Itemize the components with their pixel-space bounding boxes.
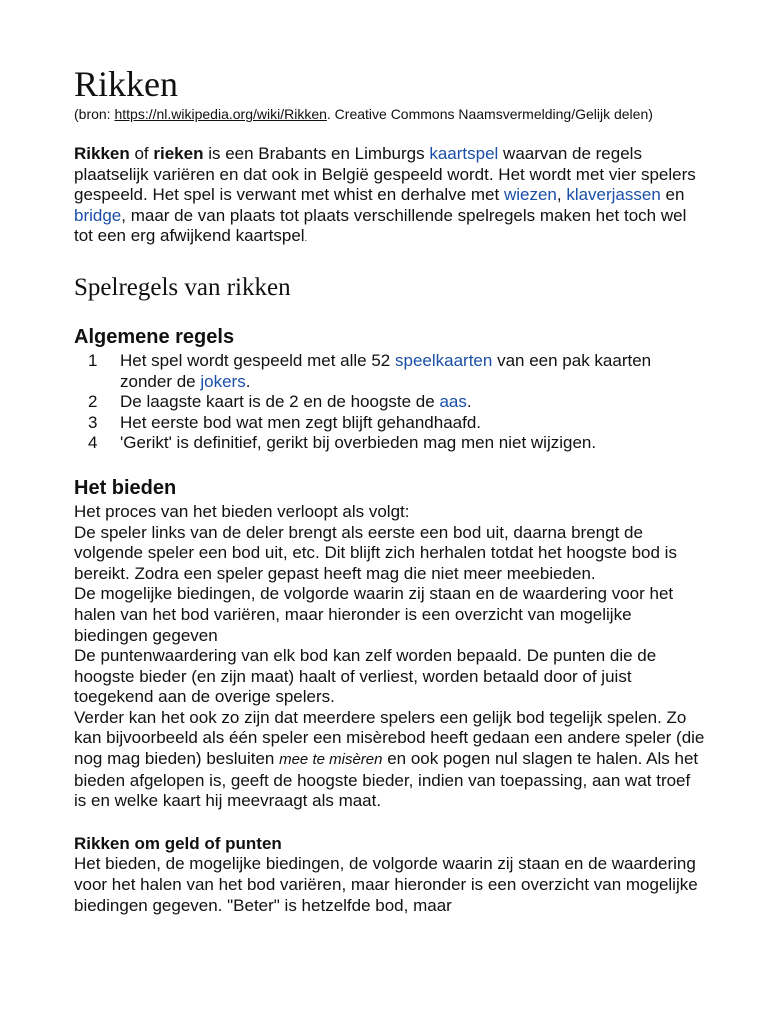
link-kaartspel[interactable]: kaartspel <box>429 144 499 163</box>
bidding-text: en ook pogen nul slagen te halen. Als het bieden afgelopen is, geeft de hoogste bieder, indien van toepassing, aan wat troef is en welke kaart hij meevraagt als maat. <box>74 749 699 811</box>
intro-text: , <box>556 185 567 205</box>
subsection-heading-money: Rikken om geld of punten <box>74 833 282 853</box>
bidding-last-paragraph <box>74 708 706 812</box>
bidding-line: De speler links van de deler brengt als eerste een bod uit, daarna brengt de volgende speler een bod uit, etc. Dit blijft zich herhalen totdat het hoogste bod is bereikt. Zodra een speler gepast heeft mag die niet meer meebieden. <box>74 522 677 583</box>
list-text: Het eerste bod wat men zegt blijft gehandhaafd. <box>120 412 482 432</box>
list-number: 2 <box>88 392 98 412</box>
list-item <box>74 392 706 413</box>
money-paragraph: Het bieden, de mogelijke biedingen, de volgorde waarin zij staan en de waardering voor het halen van het bod variëren, maar hieronder is een overzicht van mogelijke biedingen gegeven. "Beter" is hetzelfde bod, maar <box>74 854 698 915</box>
intro-text: , maar de van plaats tot plaats verschillende spelregels maken het toch wel tot een erg afwijkend kaartspel <box>74 205 687 246</box>
intro-paragraph <box>74 144 706 249</box>
intro-text: waarvan de regels plaatselijk variëren en dat ook in België gespeeld wordt. Het wordt met vier spelers gespeeld. Het spel is verwant met whist en derhalve met <box>74 144 696 205</box>
list-number: 3 <box>88 412 98 432</box>
intro-bold-rieken: rieken <box>153 144 204 163</box>
bidding-text: Verder kan het ook zo zijn dat meerdere spelers een gelijk bod tegelijk spelen. Zo kan bijvoorbeeld als één speler een misèrebod heeft gedaan een andere speler (die nog mag bieden) besluiten <box>74 707 705 769</box>
source-prefix: (bron: <box>74 106 115 122</box>
bidding-line: Het proces van het bieden verloopt als volgt: <box>74 501 410 521</box>
source-line <box>74 106 706 122</box>
list-text: van een pak kaarten zonder de <box>120 350 652 391</box>
section-heading: Spelregels van rikken <box>74 273 291 301</box>
list-number: 1 <box>88 350 98 370</box>
list-text: . <box>245 371 251 391</box>
link-aas[interactable]: aas <box>439 392 467 412</box>
bidding-italic: mee te misèren <box>279 751 383 769</box>
subsection-heading-general: Algemene regels <box>74 325 235 348</box>
page-title: Rikken <box>74 64 178 104</box>
intro-text: en <box>660 185 685 205</box>
list-text: De laagste kaart is de 2 en de hoogste de <box>120 392 440 412</box>
rules-list <box>74 351 706 454</box>
subsection-heading-bidding: Het bieden <box>74 476 177 499</box>
source-link[interactable]: https://nl.wikipedia.org/wiki/Rikken <box>114 106 327 122</box>
list-text: Het spel wordt gespeeld met alle 52 <box>120 350 395 370</box>
intro-footnote-dot: . <box>304 233 308 244</box>
intro-text: is een Brabants en Limburgs <box>203 144 430 163</box>
bidding-line: De mogelijke biedingen, de volgorde waarin zij staan en de waardering voor het halen van het bod variëren, maar hieronder is een overzicht van mogelijke biedingen gegeven <box>74 584 674 645</box>
link-wiezen[interactable]: wiezen <box>503 185 557 205</box>
link-bridge[interactable]: bridge <box>74 205 122 225</box>
bidding-line: De puntenwaardering van elk bod kan zelf worden bepaald. De punten die de hoogste bieder (en zijn maat) haalt of verliest, worden betaald door of juist toegekend aan de overige spelers. <box>74 646 657 707</box>
intro-bold-rikken: Rikken <box>74 144 130 163</box>
list-item <box>74 433 706 454</box>
list-number: 4 <box>88 433 98 453</box>
source-suffix: . Creative Commons Naamsvermelding/Gelijk delen) <box>326 106 653 122</box>
list-text: . <box>466 392 472 412</box>
link-klaverjassen[interactable]: klaverjassen <box>566 185 661 205</box>
list-item <box>74 413 706 434</box>
intro-text: of <box>129 144 154 163</box>
link-jokers[interactable]: jokers <box>200 371 246 391</box>
link-speelkaarten[interactable]: speelkaarten <box>395 350 493 370</box>
list-item <box>74 351 706 392</box>
list-text: 'Gerikt' is definitief, gerikt bij overbieden mag men niet wijzigen. <box>120 433 597 453</box>
